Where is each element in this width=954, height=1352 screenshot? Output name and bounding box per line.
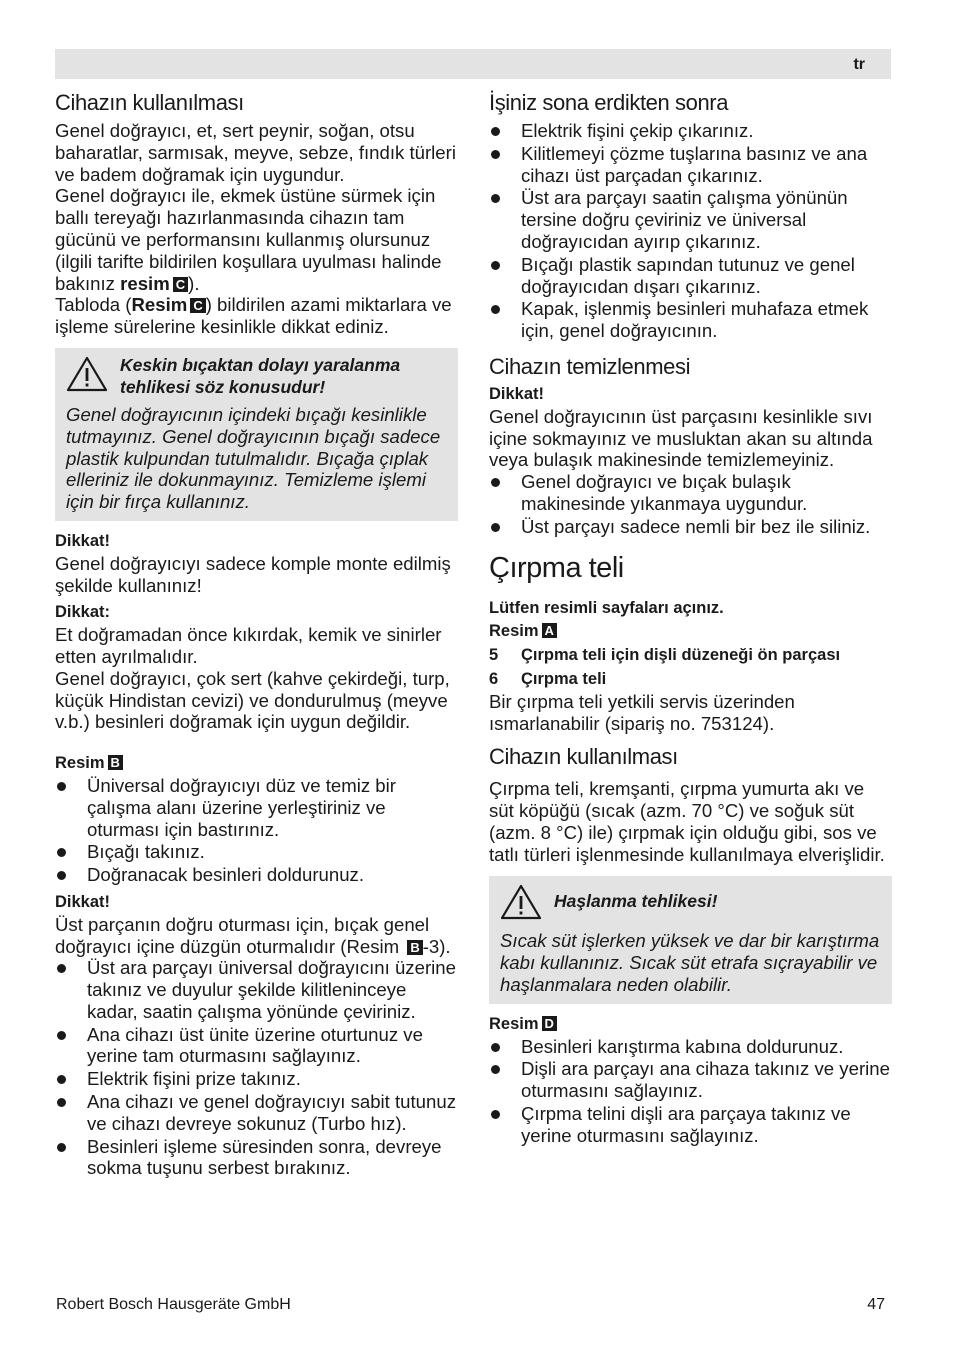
- right-column: [489, 88, 892, 1147]
- warning-title: Haşlanma tehlikesi!: [554, 890, 718, 911]
- steps-list-c: [55, 957, 458, 1179]
- left-column: [55, 88, 458, 1180]
- list-item: Doğranacak besinleri doldurunuz.: [55, 864, 458, 886]
- list-item: Besinleri karıştırma kabına doldurunuz.: [489, 1036, 892, 1058]
- intro-paragraph-2: Genel doğrayıcı ile, ekmek üstüne sürmek için ballı tereyağı hazırlanmasında cihazın tam gücünü ve performansını kullanmış olursunuz (ilgili tarifte bildirilen koşullara uyulması halinde bakınız resim C ).: [55, 185, 442, 294]
- list-item: Genel doğrayıcı ve bıçak bulaşık makinesinde yıkanmaya uygundur.: [489, 471, 892, 515]
- steps-list-d: [489, 1036, 892, 1147]
- list-item: Çırpma telini dişli ara parçaya takınız ve yerine oturmasını sağlayınız.: [489, 1103, 892, 1147]
- list-item: Bıçağı takınız.: [55, 841, 458, 863]
- list-item: Elektrik fişini prize takınız.: [55, 1068, 458, 1090]
- footer-company: Robert Bosch Hausgeräte GmbH: [56, 1296, 291, 1313]
- order-note: Bir çırpma teli yetkili servis üzerinden ısmarlanabilir (sipariş no. 753124).: [489, 690, 795, 734]
- list-item: Bıçağı plastik sapından tutunuz ve genel doğrayıcıdan dışarı çıkarınız.: [489, 254, 892, 298]
- section-heading-whisk: Çırpma teli: [489, 551, 624, 584]
- language-code: tr: [853, 56, 865, 73]
- warning-triangle-icon: [500, 882, 554, 925]
- warning-box-scald: [489, 876, 892, 1004]
- figure-badge-c: C: [173, 277, 188, 292]
- part-item: 5 Çırpma teli için dişli düzeneği ön parçası: [489, 646, 841, 665]
- figure-badge-d: D: [542, 1016, 557, 1031]
- page-number: 47: [867, 1296, 885, 1313]
- caution-label: Dikkat!: [489, 384, 545, 403]
- intro-paragraph-1: Genel doğrayıcı, et, sert peynir, soğan, otsu baharatlar, sarmısak, meyve, sebze, fındık türleri ve badem doğramak için uygundur.: [55, 120, 456, 185]
- list-item: Elektrik fişini çekip çıkarınız.: [489, 120, 892, 142]
- resim-ref: resim: [120, 272, 170, 294]
- resim-ref: Resim: [131, 294, 188, 316]
- usage-paragraph: Çırpma teli, kremşanti, çırpma yumurta akı ve süt köpüğü (sıcak (azm. 70 °C) ve soğuk süt (azm. 8 °C) ile) çırpmak için olduğu gibi, sos ve tatlı türleri işlenmesinde kullanılmaya elverişlidir.: [489, 778, 885, 865]
- list-item: Üst ara parçayı üniversal doğrayıcını üzerine takınız ve duyulur şekilde kilitleninceye kadar, saatin çalışma yönünde çeviriniz.: [55, 957, 458, 1022]
- figure-badge-b: B: [108, 755, 123, 770]
- warning-triangle-icon: [66, 354, 120, 397]
- caution-label: Dikkat!: [55, 531, 111, 550]
- section-heading-cleaning: Cihazın temizlenmesi: [489, 353, 691, 379]
- list-item: Ana cihazı üst ünite üzerine oturtunuz ve yerine tam oturmasını sağlayınız.: [55, 1024, 458, 1068]
- list-item: Kapak, işlenmiş besinleri muhafaza etmek için, genel doğrayıcının.: [489, 298, 892, 342]
- list-item: Üst parçayı sadece nemli bir bez ile siliniz.: [489, 516, 892, 538]
- warning-title: Keskin bıçaktan dolayı yaralanma tehlikesi söz konusudur!: [120, 354, 401, 397]
- open-pages-note: Lütfen resimli sayfaları açınız.: [489, 598, 724, 617]
- list-item: Üst ara parçayı saatin çalışma yönünün tersine doğru çeviriniz ve üniversal doğrayıcıdan ayırıp çıkarınız.: [489, 187, 892, 252]
- list-item: Ana cihazı ve genel doğrayıcıyı sabit tutunuz ve cihazı devreye sokunuz (Turbo hız).: [55, 1091, 458, 1135]
- caution-text: Genel doğrayıcıyı sadece komple monte edilmiş şekilde kullanınız!: [55, 552, 451, 596]
- figure-badge-a: A: [542, 623, 557, 638]
- warning-body: Sıcak süt işlerken yüksek ve dar bir karıştırma kabı kullanınız. Sıcak süt etrafa sıçrayabilir ve haşlanmalara neden olabilir.: [500, 930, 880, 995]
- header-bar: [55, 49, 891, 79]
- part-item: 6 Çırpma teli: [489, 669, 607, 688]
- figure-ref-label: Resim B: [55, 753, 458, 775]
- warning-body: Genel doğrayıcının içindeki bıçağı kesinlikle tutmayınız. Genel doğrayıcının bıçağı sadece plastik kulpundan tutulmalıdır. Bıçağa çıplak elleriniz ile dokunmayınız. Temizleme işlemi için bir fırça kullanınız.: [66, 403, 441, 513]
- caution-text: Et doğramadan önce kıkırdak, kemik ve sinirler etten ayrılmalıdır.: [55, 624, 442, 667]
- section-heading-usage-whisk: Cihazın kullanılması: [489, 744, 678, 770]
- caution-label: Dikkat:: [55, 603, 111, 622]
- section-heading-after-use: İşiniz sona erdikten sonra: [489, 90, 729, 115]
- figure-badge-b: B: [407, 940, 422, 955]
- intro-paragraph-3: Tabloda (Resim C ) bildirilen azami miktarlara ve işleme sürelerine kesinlikle dikkat ediniz.: [55, 294, 452, 338]
- list-item: Dişli ara parçayı ana cihaza takınız ve yerine oturmasını sağlayınız.: [489, 1058, 892, 1102]
- after-use-list: [489, 120, 892, 342]
- caution-label: Dikkat!: [55, 892, 111, 911]
- caution-text: Genel doğrayıcının üst parçasını kesinlikle sıvı içine sokmayınız ve musluktan akan su altında veya bulaşık makinesinde temizlemeyiniz.: [489, 405, 873, 471]
- caution-text: Üst parçanın doğru oturması için, bıçak genel doğrayıcı içine düzgün oturmalıdır (Resim B -3).: [55, 913, 451, 957]
- steps-list-b: [55, 775, 458, 886]
- cleaning-list: [489, 471, 892, 537]
- figure-badge-c: C: [190, 298, 205, 313]
- list-item: Besinleri işleme süresinden sonra, devreye sokma tuşunu serbest bırakınız.: [55, 1136, 458, 1180]
- list-item: Kilitlemeyi çözme tuşlarına basınız ve ana cihazı üst parçadan çıkarınız.: [489, 143, 892, 187]
- figure-ref-label: Resim A: [489, 621, 892, 643]
- caution-text: Genel doğrayıcı, çok sert (kahve çekirdeği, turp, küçük Hindistan cevizi) ve dondurulmuş (meyve v.b.) besinleri doğramak için uygun değildir.: [55, 667, 450, 733]
- list-item: Üniversal doğrayıcıyı düz ve temiz bir çalışma alanı üzerine yerleştiriniz ve oturması için bastırınız.: [55, 775, 458, 840]
- warning-box-blade: [55, 348, 458, 521]
- figure-ref-label: Resim D: [489, 1014, 892, 1036]
- section-heading-usage: Cihazın kullanılması: [55, 90, 244, 115]
